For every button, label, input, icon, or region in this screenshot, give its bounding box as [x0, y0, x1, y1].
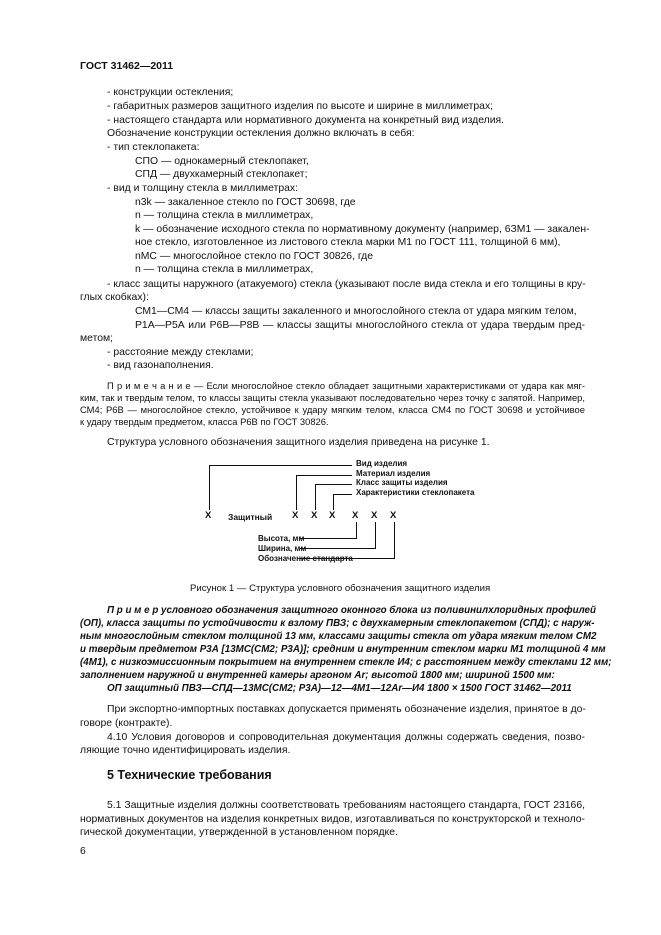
example-line: (4М1), с низкоэмиссионным покрытием на внутреннем стекле И4; с расстоянием между стеклами 12 мм;	[80, 657, 612, 668]
list-item: - вид газонаполнения.	[107, 360, 214, 371]
list-item: - расстояние между стеклами;	[107, 347, 254, 358]
clause-4-10: ляющие точно идентифицировать изделия.	[80, 745, 291, 756]
example-line: и твердым предметом Р3А [13МС(СМ2; Р3А)]; средним и внутренним стеклом марки М1 толщиной 4 мм	[80, 644, 606, 655]
list-item: - класс защиты наружного (атакуемого) стекла (указывают после вида стекла и его толщины в кру-	[107, 279, 586, 290]
definition: СМ1—СМ4 — классы защиты закаленного и многослойного стекла от удара мягким телом,	[135, 306, 577, 317]
example-line: П р и м е р условного обозначения защитного оконного блока из поливинилхлоридных профилей	[107, 605, 596, 616]
export-paragraph: При экспортно-импортных поставках допускается применять обозначение изделия, принятое в до-	[107, 704, 586, 715]
list-item: - настоящего стандарта или нормативного документа на конкретный вид изделия.	[107, 115, 505, 126]
note-line: П р и м е ч а н и е — Если многослойное стекло обладает защитными характеристиками от удара как мяг-	[107, 380, 585, 391]
definition: n3k — закаленное стекло по ГОСТ 30698, где	[135, 197, 356, 208]
definition: СПО — однокамерный стеклопакет,	[135, 156, 309, 167]
diagram-x-mark: X	[352, 510, 359, 521]
diagram-label-protection-class: Класс защиты изделия	[356, 478, 448, 487]
diagram-x-mark: X	[371, 510, 378, 521]
list-item: глых скобках):	[80, 292, 149, 303]
diagram-x-mark: X	[292, 510, 299, 521]
example-line: ным многослойным стеклом толщиной 13 мм, классами защиты стекла от удара мягким телом СМ2	[80, 631, 597, 642]
example-code: ОП защитный ПВЗ—СПД—13МС(СМ2; Р3А)—12—4М1—12Ar—И4 1800 × 1500 ГОСТ 31462—2011	[107, 683, 572, 694]
clause-4-10: 4.10 Условия договоров и сопроводительная документация должны содержать сведения, позво-	[107, 732, 585, 743]
export-paragraph: говоре (контракте).	[80, 718, 173, 729]
diagram-label-glazing: Характеристики стеклопакета	[356, 488, 475, 497]
list-item: - тип стеклопакета:	[107, 142, 200, 153]
diagram-x-mark: X	[329, 510, 336, 521]
glazing-intro: Обозначение конструкции остекления должно включать в себя:	[107, 128, 415, 139]
diagram-label-standard: Обозначение стандарта	[258, 554, 353, 563]
definition: ное стекло, изготовленное из листового стекла марки М1 по ГОСТ 111, толщиной 6 мм),	[135, 237, 561, 248]
definition: СПД — двухкамерный стеклопакет;	[135, 169, 308, 180]
example-line: (ОП), класса защиты по устойчивости к взлому ПВЗ; с двухкамерным стеклопакетом (СПД); с наруж-	[80, 618, 595, 629]
clause-5-1: гической документации, утвержденной в установленном порядке.	[80, 827, 398, 838]
clause-5-1: 5.1 Защитные изделия должны соответствовать требованиям настоящего стандарта, ГОСТ 23166,	[107, 800, 585, 811]
definition: метом;	[80, 333, 114, 344]
structure-intro: Структура условного обозначения защитного изделия приведена на рисунке 1.	[107, 437, 490, 448]
definition: n — толщина стекла в миллиметрах,	[135, 210, 314, 221]
diagram-label-height: Высота, мм	[258, 534, 305, 543]
clause-5-1: нормативных документов на изделия конкретных видов, изготавливаться по конструкторской и техноло-	[80, 814, 585, 825]
definition: k — обозначение исходного стекла по нормативному документу (например, 6ЗМ1 — закален-	[135, 224, 590, 235]
definition: Р1А—Р5А или Р6В—Р8В — классы защиты многослойного стекла от удара твердым пред-	[135, 320, 585, 331]
example-line: заполнением наружной и внутренней камеры аргоном Ar; высотой 1800 мм; шириной 1500 мм:	[80, 670, 555, 681]
figure-caption: Рисунок 1 — Структура условного обозначения защитного изделия	[190, 583, 491, 594]
list-item: - габаритных размеров защитного изделия по высоте и ширине в миллиметрах;	[107, 101, 494, 112]
note-line: к удару твердым предметом, класса Р6В по ГОСТ 30826.	[80, 416, 329, 427]
diagram-word-protective: Защитный	[228, 512, 273, 522]
diagram-x-mark: X	[311, 510, 318, 521]
header-doc-code: ГОСТ 31462—2011	[80, 60, 174, 72]
diagram-x-mark: X	[390, 510, 397, 521]
diagram-x-mark: X	[205, 510, 212, 521]
definition: n — толщина стекла в миллиметрах,	[135, 264, 314, 275]
page-number: 6	[80, 846, 86, 857]
diagram-label-material: Материал изделия	[356, 469, 431, 478]
note-line: ким, так и твердым телом, то классы защиты стекла указывают последовательно через точку с запятой. Например,	[80, 392, 585, 403]
note-line: СМ4; Р6В — многослойное стекло, устойчивое к удару мягким телом, класса СМ4 по ГОСТ 30698 и устойчивое	[80, 404, 585, 415]
diagram-label-product-type: Вид изделия	[356, 459, 408, 468]
list-item: - вид и толщину стекла в миллиметрах:	[107, 183, 299, 194]
diagram-label-width: Ширина, мм	[258, 544, 307, 553]
definition: nМС — многослойное стекло по ГОСТ 30826, где	[135, 251, 374, 262]
list-item: - конструкции остекления;	[107, 87, 234, 98]
section-5-title: 5 Технические требования	[107, 768, 272, 782]
